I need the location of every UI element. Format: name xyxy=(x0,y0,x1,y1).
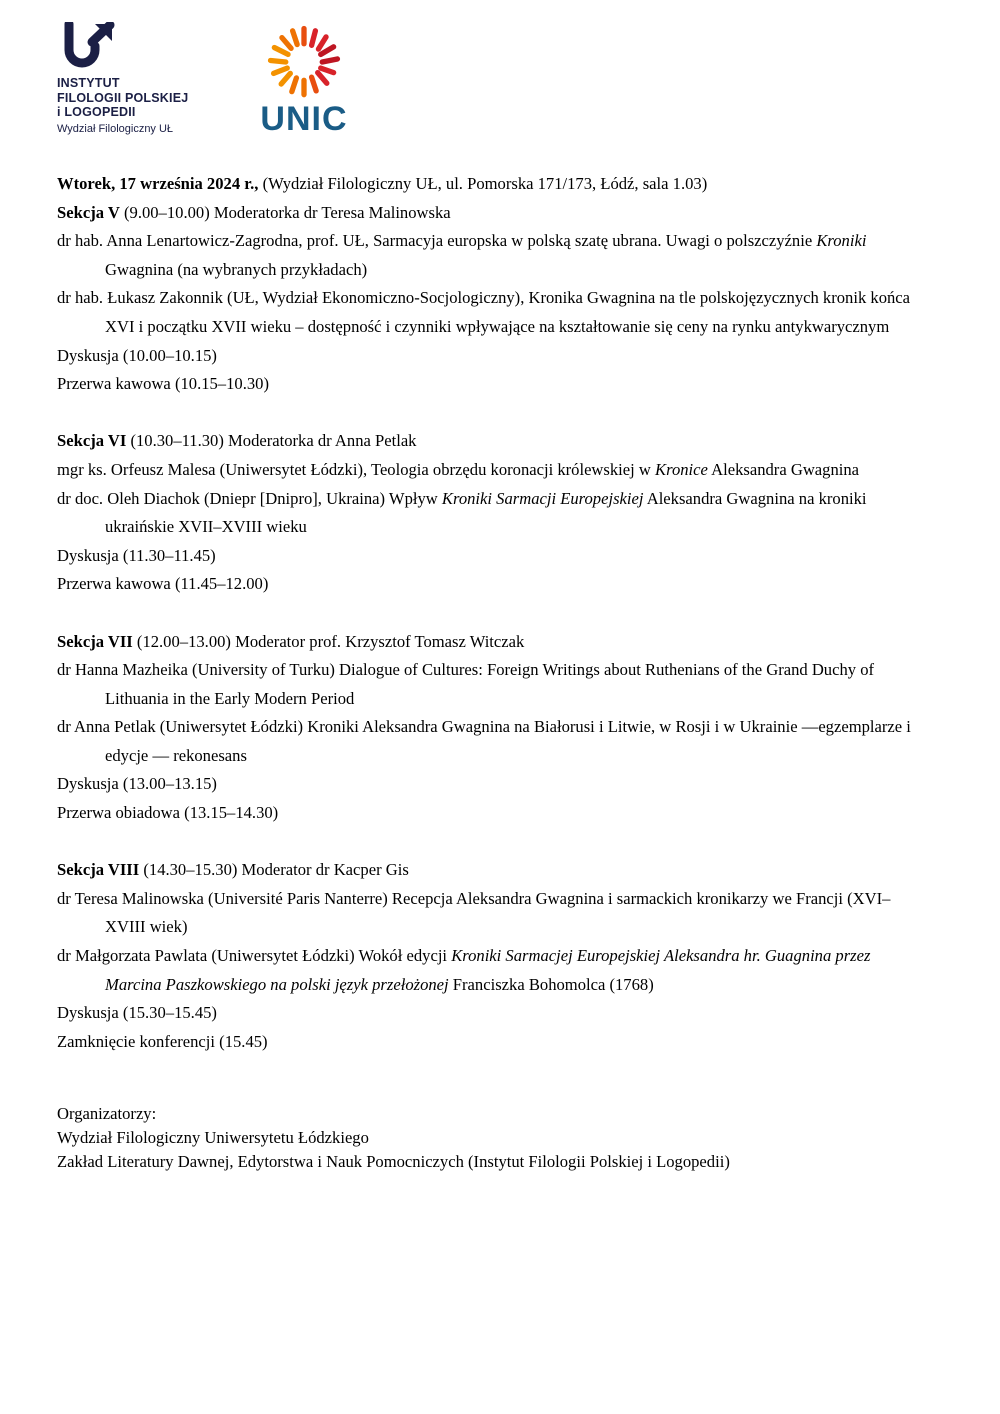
section-heading-details: (10.30–11.30) Moderatorka dr Anna Petlak xyxy=(126,431,417,451)
talk-entry-continuation xyxy=(57,971,943,1000)
section-heading xyxy=(57,427,943,456)
section-heading-label: Sekcja VII xyxy=(57,631,133,651)
talk-entry-line xyxy=(57,227,943,256)
u-arrow-mark-icon xyxy=(62,22,120,70)
date-line-bold: Wtorek, 17 września 2024 r., xyxy=(57,174,259,193)
talk-entry-continuation xyxy=(57,742,943,771)
sections-host xyxy=(57,199,943,1057)
date-line-rest: (Wydział Filologiczny UŁ, ul. Pomorska 171/173, Łódź, sala 1.03) xyxy=(258,174,708,193)
section-closer-line: Przerwa obiadowa (13.15–14.30) xyxy=(57,803,279,823)
section-closer-line: Dyskusja (11.30–11.45) xyxy=(57,545,216,565)
talk-entry-continuation xyxy=(57,685,943,714)
section-gap xyxy=(57,599,943,628)
unic-sunburst-mark-icon xyxy=(266,24,342,100)
text-run: mgr ks. Orfeusz Malesa (Uniwersytet Łódzki), Teologia obrzędu koronacji królewskiej w xyxy=(57,459,656,479)
talk-entry-continuation xyxy=(57,513,943,542)
talk-entry-line xyxy=(57,284,943,313)
section-heading-label: Sekcja V xyxy=(57,202,120,222)
section-heading-details: (12.00–13.00) Moderator prof. Krzysztof Tomasz Witczak xyxy=(132,631,525,651)
text-run: dr Małgorzata Pawlata (Uniwersytet Łódzki) Wokół edycji xyxy=(57,946,452,966)
section-heading-label: Sekcja VIII xyxy=(57,860,140,880)
section-gap xyxy=(57,399,943,428)
footer-line-0: Organizatorzy: xyxy=(57,1104,157,1124)
section-heading xyxy=(57,199,943,228)
institute-logo-line-3: i LOGOPEDII xyxy=(57,105,136,120)
section-heading-details: (14.30–15.30) Moderator dr Kacper Gis xyxy=(139,860,409,880)
section-closer-line: Dyskusja (10.00–10.15) xyxy=(57,345,217,365)
section-closer-line: Dyskusja (15.30–15.45) xyxy=(57,1003,217,1023)
talk-entry-continuation xyxy=(57,256,943,285)
footer-line-1: Wydział Filologiczny Uniwersytetu Łódzkiego xyxy=(57,1128,369,1148)
unic-wordmark: UNIC xyxy=(260,100,348,138)
text-run: dr Hanna Mazheika (University of Turku) Dialogue of Cultures: Foreign Writings about Ruthenians of the Grand Duchy of xyxy=(57,660,875,680)
section-closer-line: Dyskusja (13.00–13.15) xyxy=(57,774,217,794)
footer-line-2: Zakład Literatury Dawnej, Edytorstwa i Nauk Pomocniczych (Instytut Filologii Polskiej i Logopedii) xyxy=(57,1152,730,1172)
section-heading-details: (9.00–10.00) Moderatorka dr Teresa Malinowska xyxy=(119,202,451,222)
section-heading xyxy=(57,628,943,657)
talk-entry-line xyxy=(57,885,943,914)
footer-gap xyxy=(57,1056,943,1102)
text-run: dr Anna Petlak (Uniwersytet Łódzki) Kroniki Aleksandra Gwagnina na Białorusi i Litwie, w Rosji i w Ukrainie —egzemplarze i xyxy=(57,717,911,737)
title-italic: Kroniki Sarmacji Europejskiej xyxy=(441,488,644,508)
talk-entry-line xyxy=(57,942,943,971)
text-run: ukraińskie XVII–XVIII wieku xyxy=(105,517,307,537)
title-italic: Kroniki xyxy=(816,231,867,251)
text-run: XVIII wiek) xyxy=(105,917,188,937)
talk-entry-line xyxy=(57,713,943,742)
text-run: dr doc. Oleh Diachok (Dniepr [Dnipro], Ukraina) Wpływ xyxy=(57,488,442,508)
section-closer-line: Przerwa kawowa (10.15–10.30) xyxy=(57,374,269,394)
section-closer-line: Przerwa kawowa (11.45–12.00) xyxy=(57,574,269,594)
text-run: dr hab. Łukasz Zakonnik (UŁ, Wydział Ekonomiczno-Socjologiczny), Kronika Gwagnina na tle polskojęzycznych kronik końca xyxy=(57,288,911,308)
text-run: XVI i początku XVII wieku – dostępność i czynniki wpływające na kształtowanie się ceny na rynku antykwarycznym xyxy=(105,316,890,336)
text-run: Aleksandra Gwagnina na kroniki xyxy=(643,488,867,508)
institute-logo-line-2: FILOLOGII POLSKIEJ xyxy=(57,90,189,105)
text-run: Lithuania in the Early Modern Period xyxy=(105,688,355,708)
text-run: Gwagnina (na wybranych przykładach) xyxy=(105,259,368,279)
section-heading xyxy=(57,856,943,885)
text-run: dr Teresa Malinowska (Université Paris Nanterre) Recepcja Aleksandra Gwagnina i sarmackich kronikarzy we Francji (XVI– xyxy=(57,888,891,908)
talk-entry-line xyxy=(57,656,943,685)
unic-logo xyxy=(260,24,347,136)
text-run: dr hab. Anna Lenartowicz-Zagrodna, prof. UŁ, Sarmacyja europska w polską szatę ubrana. Uwagi o polszczyźnie xyxy=(57,231,817,251)
title-italic: Kroniki Sarmacjej Europejskiej Aleksandra hr. Guagnina przez xyxy=(451,946,871,966)
title-italic: Marcina Paszkowskiego na polski język przełożonej xyxy=(105,974,449,994)
section-gap xyxy=(57,828,943,857)
institute-logo-line-1: INSTYTUT xyxy=(57,76,120,90)
program-content xyxy=(57,170,943,1174)
talk-entry-line xyxy=(57,485,943,514)
title-italic: Kronice xyxy=(655,459,708,479)
section-heading-label: Sekcja VI xyxy=(57,431,127,451)
logo-bar xyxy=(57,22,348,136)
text-run: edycje — rekonesans xyxy=(105,745,247,765)
institute-logo xyxy=(57,22,188,136)
talk-entry-continuation xyxy=(57,313,943,342)
text-run: Franciszka Bohomolca (1768) xyxy=(448,974,654,994)
talk-entry-continuation xyxy=(57,913,943,942)
institute-logo-line-4: Wydział Filologiczny UŁ xyxy=(57,122,174,135)
date-line xyxy=(57,170,943,199)
section-closer-line: Zamknięcie konferencji (15.45) xyxy=(57,1031,268,1051)
institute-logo-text xyxy=(57,76,188,136)
talk-entry-line xyxy=(57,456,943,485)
text-run: Aleksandra Gwagnina xyxy=(707,459,860,479)
